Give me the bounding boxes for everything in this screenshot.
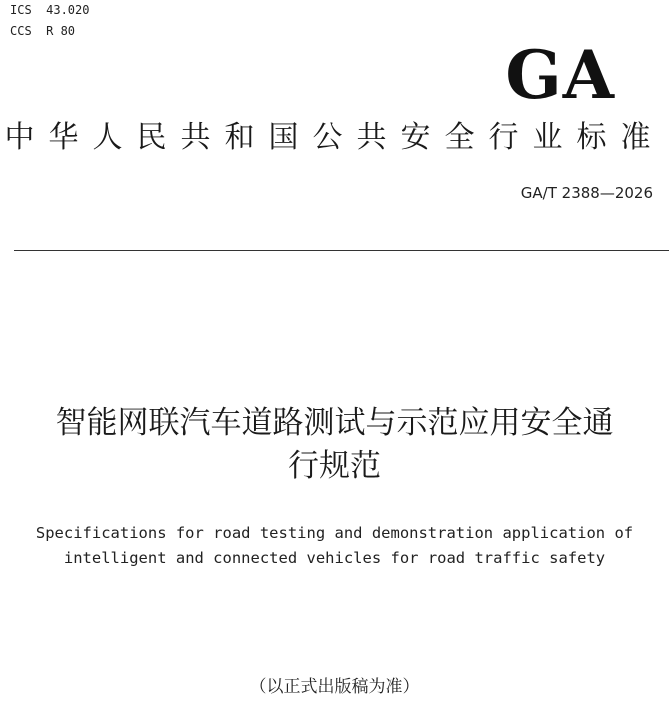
english-title-line-1: Specifications for road testing and demonstration application of — [35, 524, 634, 542]
chinese-title-line-2: 行规范 — [288, 448, 381, 484]
header-divider — [14, 250, 669, 251]
english-title — [0, 521, 669, 571]
ga-logo: GA — [505, 36, 615, 114]
chinese-title — [0, 402, 669, 488]
ics-code: ICS 43.020 — [10, 3, 90, 17]
draft-note: （以正式出版稿为准） — [249, 677, 420, 697]
standard-number: GA/T 2388—2026 — [520, 184, 653, 202]
ccs-code: CCS R 80 — [10, 24, 76, 38]
standard-title: 中华人民共和国公共安全行业标准 — [4, 120, 665, 155]
english-title-line-2: intelligent and connected vehicles for road traffic safety — [63, 549, 606, 567]
chinese-title-line-1: 智能网联汽车道路测试与示范应用安全通 — [55, 405, 614, 441]
